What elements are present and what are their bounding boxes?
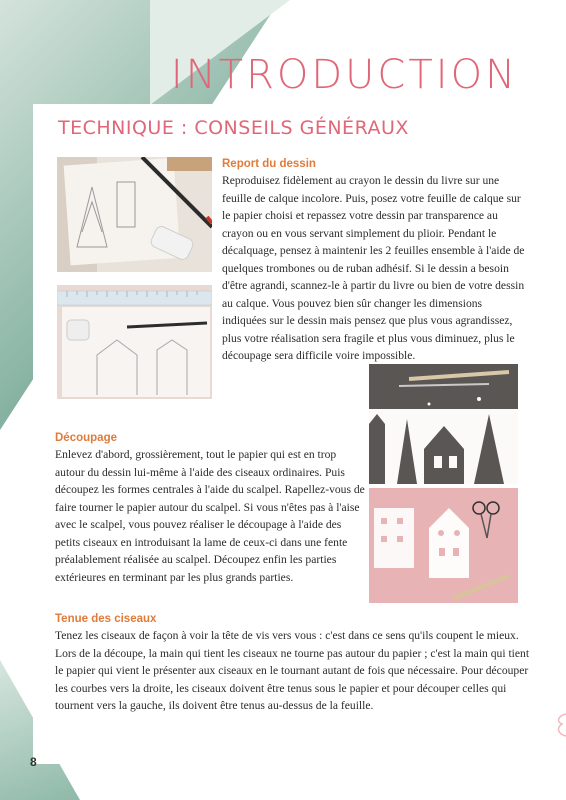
tenue-heading: Tenue des ciseaux [55, 613, 157, 625]
decoupage-heading: Découpage [55, 432, 117, 444]
tenue-section [55, 613, 530, 715]
report-heading: Report du dessin [222, 158, 316, 170]
edge-decoration-icon [552, 712, 566, 740]
cut-paper-photo [369, 364, 518, 484]
report-section [222, 158, 527, 365]
report-text: Reproduisez fidèlement au crayon le dessin du livre sur une feuille de calque incolore. Puis, posez votre feuille de calque sur le papier choisi et repassez votre dessin par transparence au crayon ou en vous servant simplement du plioir. Pendant le décalquage, pensez à maintenir les 2 feuilles ensemble à l'aide de quelques trombones ou de ruban adhésif. Si le dessin a besoin d'être agrandi, scannez-le à partir du livre ou bien de votre dessin au calque. Vous pouvez bien sûr changer les dimensions indiquées sur le dessin mais pensez que plus vous agrandissez, plus votre réalisation sera fragile et plus vous diminuez, plus le découpage sera difficile voire impossible. [222, 174, 525, 362]
page-title: INTRODUCTION [170, 52, 518, 98]
decoupage-text: Enlevez d'abord, grossièrement, tout le papier qui est en trop autour du dessin lui-même à l'aide des ciseaux ordinaires. Puis découpez les formes centrales à l'aide du scalpel. Rapellez-vous de faire tourner le papier autour du scalpel. Si vous n'êtes pas à l'aise avec le scalpel, vous pouvez réaliser le découpage à l'aide des petits ciseaux en introduisant la lame de ceux-ci dans une fente préalablement réalisée au scalpel. Découpez enfin les parties extérieures en terminant par les plus grands parties. [55, 448, 365, 584]
cut-house-photo [369, 488, 518, 603]
page-number: 8 [30, 755, 37, 769]
ruler-photo [57, 285, 212, 399]
tenue-text: Tenez les ciseaux de façon à voir la tête de vis vers vous : c'est dans ce sens qu'ils coupent le mieux. Lors de la découpe, la main qui tient les ciseaux ne tourne pas autour du papier ; c'est la main qui tient le papier qui vient le présenter aux ciseaux en le tournant autant de fois que nécessaire. Pour découper les courbes vers la droite, les ciseaux doivent être tenus sous le papier et pour découper celles qui tournent vers la gauche, ils doivent être tenus au-dessus de la feuille. [55, 629, 530, 712]
section-title: TECHNIQUE : CONSEILS GÉNÉRAUX [58, 117, 409, 139]
tracing-photo [57, 157, 212, 272]
decoupage-section [55, 432, 365, 586]
